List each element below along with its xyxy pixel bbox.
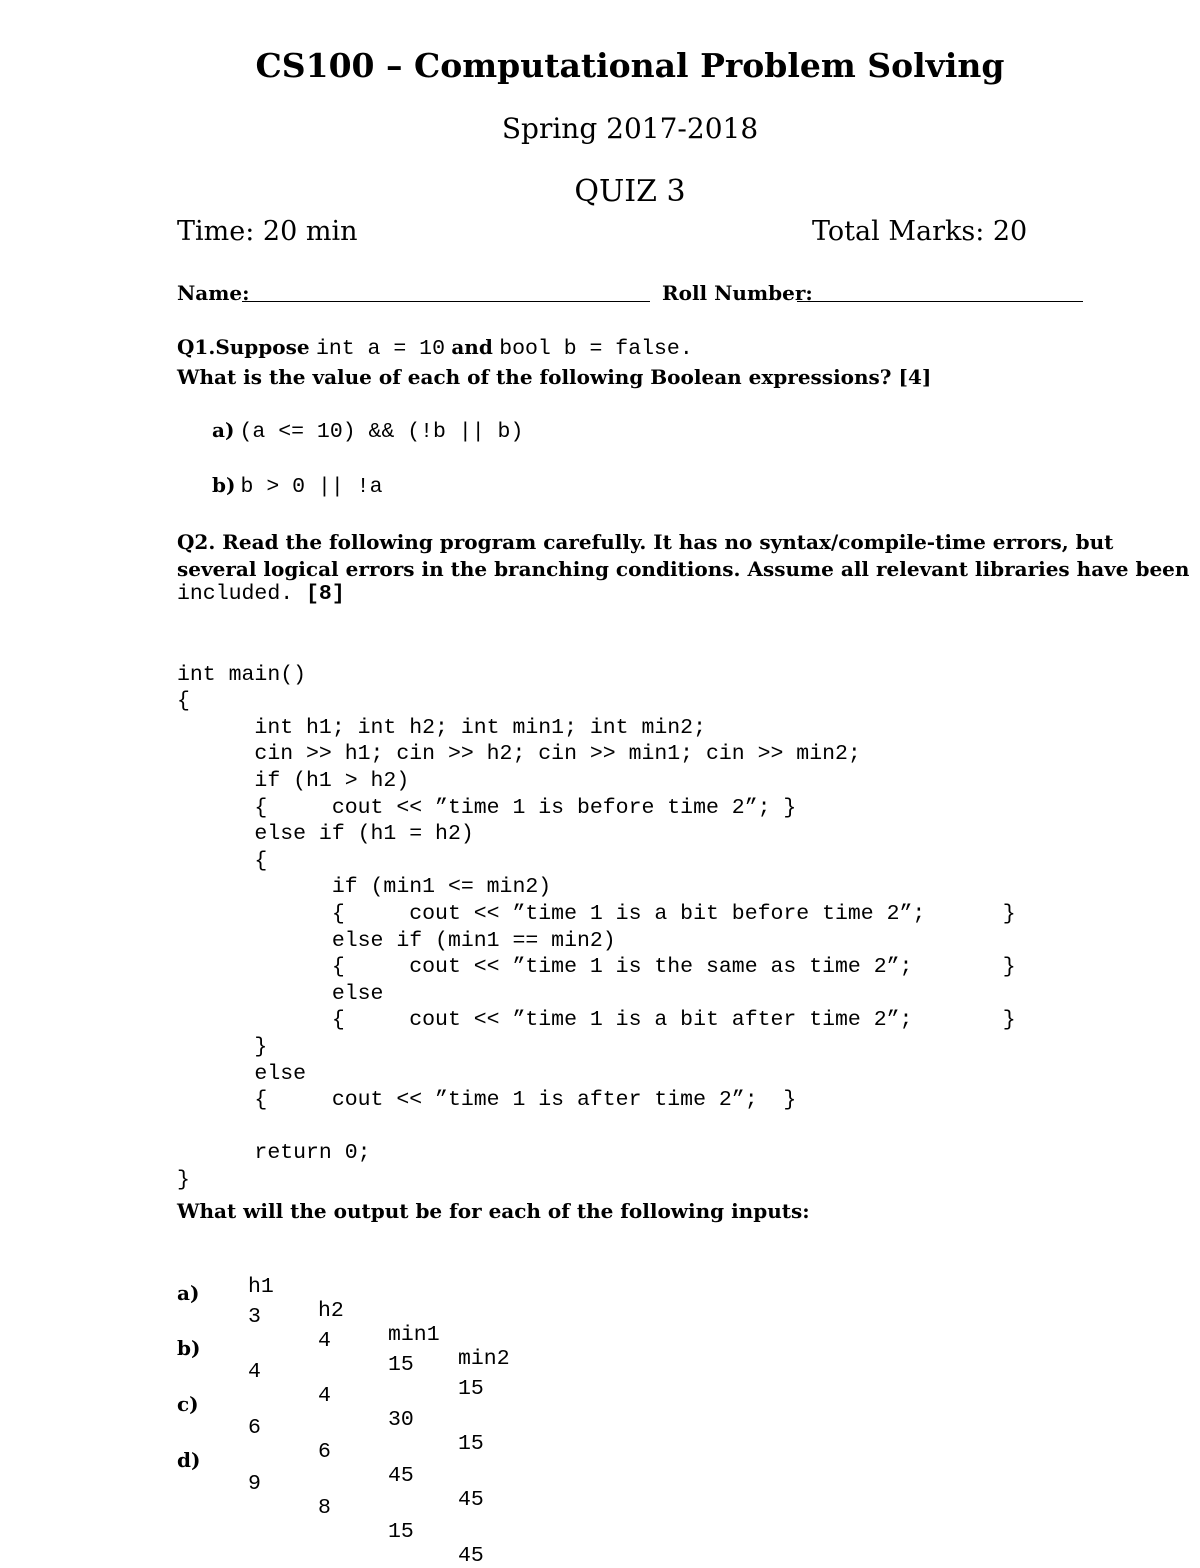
code-line: if (h1 > h2) [177, 768, 410, 793]
q1-part-a [212, 418, 523, 444]
table-row [248, 1448, 484, 1568]
q1-suppose: Suppose [215, 335, 310, 359]
code-line: { cout << ”time 1 is before time 2”; } [177, 795, 797, 820]
code-line: { [177, 689, 190, 714]
code-line: { cout << ”time 1 is a bit after time 2”; } [177, 1008, 1016, 1033]
row-c-label: c) [177, 1392, 199, 1416]
q2-statement-line3 [177, 582, 345, 606]
row-d-label: d) [177, 1448, 201, 1472]
q1-part-b-label: b) [212, 473, 236, 497]
header-min1: min1 [388, 1323, 440, 1347]
q2-text-line3: included. [177, 582, 294, 606]
row-a-label: a) [177, 1281, 200, 1305]
name-blank[interactable] [242, 301, 650, 302]
q1-part-a-label: a) [212, 418, 235, 442]
cell-h2: 4 [318, 1384, 331, 1408]
quiz-title: QUIZ 3 [574, 174, 686, 209]
header-min2: min2 [458, 1347, 510, 1371]
header-h2: h2 [318, 1299, 344, 1323]
q1-question: What is the value of each of the following Boolean expressions? [4] [177, 365, 932, 389]
code-line: } [177, 1167, 190, 1192]
code-line: return 0; [177, 1141, 371, 1166]
cell-h1: 9 [248, 1472, 261, 1496]
cell-h1: 3 [248, 1305, 261, 1329]
q1-part-b [212, 473, 382, 499]
q1-label: Q1. [177, 335, 216, 359]
cell-min2: 15 [458, 1377, 484, 1401]
term: Spring 2017-2018 [501, 112, 759, 145]
code-line: int h1; int h2; int min1; int min2; [177, 715, 706, 740]
q2-marks: [8] [306, 582, 345, 606]
code-line: int main() [177, 662, 307, 687]
q2-statement-line1 [177, 530, 1113, 554]
code-line: else if (min1 == min2) [177, 928, 616, 953]
q1-decl-a: int a = 10 [315, 337, 445, 361]
cell-min1: 45 [388, 1464, 414, 1488]
code-line: cin >> h1; cin >> h2; cin >> min1; cin >> min2; [177, 742, 861, 767]
q2-text-line1: Read the following program carefully. It has no syntax/compile-time errors, but [222, 530, 1114, 554]
code-line: { cout << ”time 1 is after time 2”; } [177, 1088, 797, 1113]
q2-inputs-prompt: What will the output be for each of the following inputs: [177, 1199, 810, 1223]
code-line: else if (h1 = h2) [177, 822, 474, 847]
header-h1: h1 [248, 1275, 274, 1299]
code-line: else [177, 1061, 307, 1086]
code-line: { [177, 848, 268, 873]
cell-h2: 6 [318, 1440, 331, 1464]
q2-statement-line2: several logical errors in the branching conditions. Assume all relevant libraries have been [177, 557, 1190, 581]
cell-min2: 15 [458, 1432, 484, 1456]
total-marks: Total Marks: 20 [812, 216, 1028, 247]
cell-h2: 8 [318, 1496, 331, 1520]
q1-decl-b: bool b = false. [499, 337, 693, 361]
q1-statement [177, 335, 693, 361]
row-b-label: b) [177, 1336, 201, 1360]
cell-min2: 45 [458, 1544, 484, 1568]
q1-and: and [451, 335, 493, 359]
name-label: Name: [177, 281, 250, 305]
cell-min1: 30 [388, 1408, 414, 1432]
cell-min2: 45 [458, 1488, 484, 1512]
code-line: if (min1 <= min2) [177, 875, 552, 900]
q2-label: Q2. [177, 530, 216, 554]
roll-number-blank[interactable] [797, 301, 1083, 302]
cell-min1: 15 [388, 1520, 414, 1544]
cell-h1: 6 [248, 1416, 261, 1440]
cell-min1: 15 [388, 1353, 414, 1377]
course-title: CS100 – Computational Problem Solving [255, 46, 1005, 85]
cell-h1: 4 [248, 1360, 261, 1384]
code-line: } [177, 1034, 268, 1059]
roll-number-label: Roll Number: [662, 281, 813, 305]
code-line: { cout << ”time 1 is a bit before time 2”; } [177, 901, 1016, 926]
cell-h2: 4 [318, 1329, 331, 1353]
q1-part-b-expr: b > 0 || !a [240, 475, 383, 499]
time-limit: Time: 20 min [177, 216, 358, 247]
code-line: { cout << ”time 1 is the same as time 2”; } [177, 955, 1016, 980]
q1-part-a-expr: (a <= 10) && (!b || b) [239, 420, 524, 444]
q2-code-block [177, 635, 1016, 1220]
code-line: else [177, 981, 384, 1006]
code-line [177, 1114, 1016, 1141]
